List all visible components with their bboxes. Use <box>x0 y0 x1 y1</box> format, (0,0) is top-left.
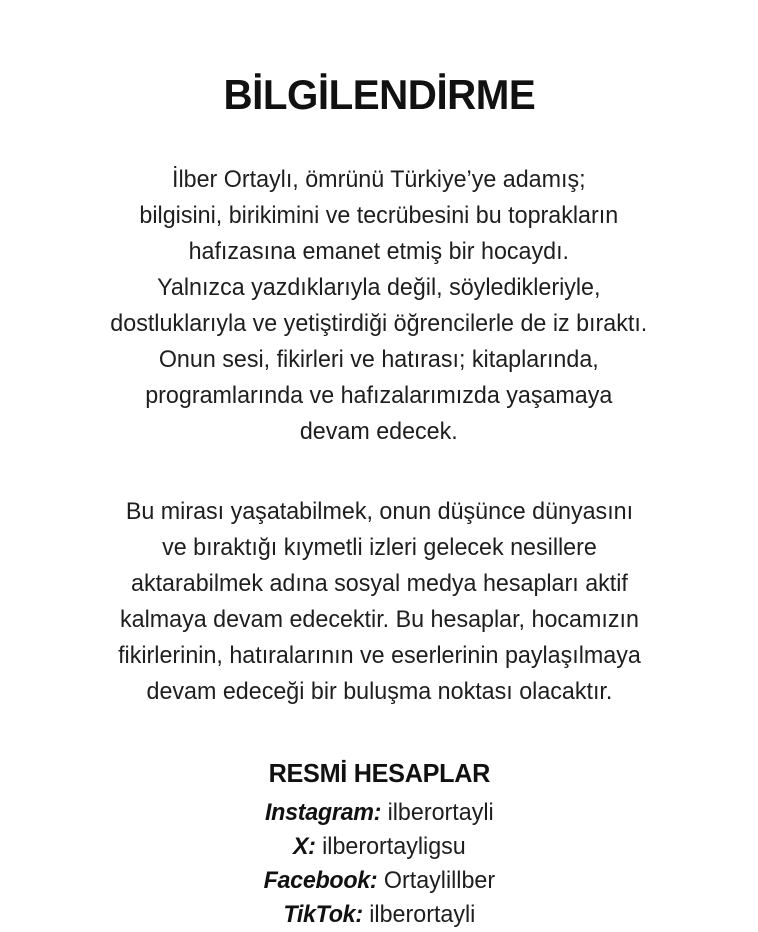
x-label: X: <box>292 833 316 861</box>
instagram-handle: ilberortayli <box>387 799 494 827</box>
facebook-label: Facebook: <box>263 867 378 895</box>
legacy-line: fikirlerinin, hatıralarının ve eserlerinin paylaşılmaya <box>117 642 641 670</box>
facebook-handle: Ortaylillber <box>383 867 495 895</box>
page-title: BİLGİLENDİRME <box>223 71 535 118</box>
intro-line: Onun sesi, fikirleri ve hatırası; kitaplarında, <box>159 346 599 374</box>
account-row-tiktok <box>263 898 495 932</box>
instagram-label: Instagram: <box>264 799 381 827</box>
account-row-instagram <box>263 796 495 830</box>
intro-line: İlber Ortaylı, ömrünü Türkiye’ye adamış; <box>172 166 586 194</box>
legacy-line: kalmaya devam edecektir. Bu hesaplar, hocamızın <box>119 606 639 634</box>
intro-line: hafızasına emanet etmiş bir hocaydı. <box>188 238 570 266</box>
intro-line: Yalnızca yazdıklarıyla değil, söyledikleriyle, <box>157 274 601 302</box>
legacy-paragraph <box>110 494 649 710</box>
legacy-line: devam edeceği bir buluşma noktası olacaktır. <box>146 678 612 706</box>
legacy-line: Bu mirası yaşatabilmek, onun düşünce dünyasını <box>125 498 633 526</box>
intro-line: dostluklarıyla ve yetiştirdiği öğrencilerle de iz bıraktı. <box>110 310 648 338</box>
intro-line: devam edecek. <box>300 418 458 446</box>
account-row-x <box>263 830 495 864</box>
intro-paragraph <box>102 162 656 450</box>
legacy-line: ve bıraktığı kıymetli izleri gelecek nesillere <box>161 534 597 562</box>
tiktok-handle: ilberortayli <box>368 901 475 929</box>
tiktok-label: TikTok: <box>282 901 363 929</box>
official-accounts-section <box>260 756 499 932</box>
x-handle: ilberortayligsu <box>321 833 466 861</box>
intro-line: programlarında ve hafızalarımızda yaşamaya <box>145 382 613 410</box>
intro-line: bilgisini, birikimini ve tecrübesini bu toprakların <box>139 202 619 230</box>
accounts-heading: RESMİ HESAPLAR <box>268 758 490 789</box>
legacy-line: aktarabilmek adına sosyal medya hesapları aktif <box>130 570 628 598</box>
account-row-facebook <box>263 864 495 898</box>
